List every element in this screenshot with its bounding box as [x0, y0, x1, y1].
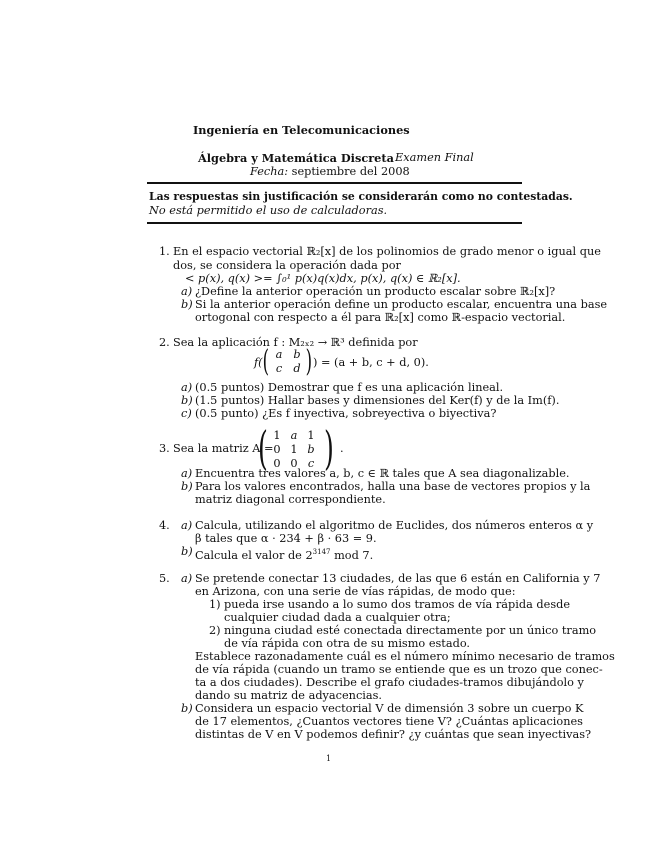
- q3-matrix-cell: 1: [273, 429, 281, 442]
- q3-matrix-cell: a: [290, 429, 298, 442]
- q2-number: 2.: [159, 336, 170, 349]
- q3-number: 3.: [159, 442, 170, 455]
- q5-b-line2: de 17 elementos, ¿Cuantos vectores tiene V? ¿Cuántas aplicaciones: [195, 715, 583, 728]
- notice-calculators: No está permitido el uso de calculadoras.: [149, 204, 388, 217]
- q5-paragraph-line3: ta a dos ciudades). Describe el grafo ciudades-tramos dibujándolo y: [195, 676, 584, 689]
- q4-b-text: [195, 545, 373, 563]
- q2-matrix-cell: b: [293, 348, 301, 361]
- q3-b-label: b): [181, 480, 193, 493]
- q5-sub2-line2: de vía rápida con otra de su mismo estado.: [224, 637, 471, 650]
- course-title: Álgebra y Matemática Discreta: [198, 151, 394, 165]
- exam-type: Examen Final: [395, 151, 474, 164]
- q4-b-tail: mod 7.: [330, 548, 374, 562]
- q2-a-text: (0.5 puntos) Demostrar que f es una aplicación lineal.: [195, 381, 504, 394]
- q5-b-line1: Considera un espacio vectorial V de dimensión 3 sobre un cuerpo K: [195, 702, 584, 715]
- date-label: Fecha:: [250, 165, 289, 178]
- q2-f-prefix: f(: [254, 356, 263, 369]
- q2-matrix-cell: c: [275, 362, 283, 375]
- q4-b-label: b): [181, 545, 193, 558]
- q3-matrix-cell: 1: [307, 429, 315, 442]
- q3-a-label: a): [181, 467, 193, 480]
- page-number: 1: [326, 754, 332, 763]
- q3-b-line2: matriz diagonal correspondiente.: [195, 493, 386, 506]
- q4-a-line1: Calcula, utilizando el algoritmo de Euclides, dos números enteros α y: [195, 519, 594, 532]
- q3-suffix: .: [340, 442, 344, 455]
- q3-matrix-cell: 0: [273, 457, 281, 470]
- q1-a-label: a): [181, 285, 193, 298]
- q2-f-suffix: ) = (a + b, c + d, 0).: [313, 356, 429, 369]
- q3-matrix-cell: c: [307, 457, 315, 470]
- q3-b-line1: Para los valores encontrados, halla una base de vectores propios y la: [195, 480, 591, 493]
- q3-matrix-cell: 0: [273, 443, 281, 456]
- q5-b-label: b): [181, 702, 193, 715]
- bottom-rule: [147, 222, 522, 224]
- q2-matrix-cell: d: [293, 362, 301, 375]
- degree-title: Ingeniería en Telecomunicaciones: [193, 123, 410, 137]
- q3-a-text: Encuentra tres valores a, b, c ∈ ℝ tales que A sea diagonalizable.: [195, 467, 570, 480]
- q4-a-label: a): [181, 519, 193, 532]
- q5-b-line3: distintas de V en V podemos definir? ¿y cuántas que sean inyectivas?: [195, 728, 592, 741]
- notice-justification: Las respuestas sin justificación se considerarán como no contestadas.: [149, 190, 573, 203]
- q1-b-line2: ortogonal con respecto a él para ℝ₂[x] como ℝ-espacio vectorial.: [195, 311, 566, 324]
- date-value: septiembre del 2008: [291, 165, 410, 178]
- q5-a-label: a): [181, 572, 193, 585]
- q4-b-exponent: 3147: [312, 548, 331, 556]
- q5-number: 5.: [159, 572, 170, 585]
- q2-a-label: a): [181, 381, 193, 394]
- top-rule: [147, 182, 522, 184]
- q2-matrix-cell: a: [275, 348, 283, 361]
- q5-sub2-line1: ninguna ciudad esté conectada directamente por un único tramo: [224, 624, 597, 637]
- q2-c-text: (0.5 punto) ¿Es f inyectiva, sobreyectiva o biyectiva?: [195, 407, 497, 420]
- q3-matrix-cell: 1: [290, 443, 298, 456]
- q5-a-line2: en Arizona, con una serie de vías rápidas, de modo que:: [195, 585, 516, 598]
- q2-b-text: (1.5 puntos) Hallar bases y dimensiones del Ker(f) y de la Im(f).: [195, 394, 560, 407]
- q1-b-label: b): [181, 298, 193, 311]
- exam-date: [250, 165, 410, 179]
- q3-prefix: Sea la matriz A =: [173, 442, 274, 455]
- q1-b-line1: Si la anterior operación define un producto escalar, encuentra una base: [195, 298, 608, 311]
- q3-left-paren: (: [258, 421, 268, 475]
- q4-b-base: Calcula el valor de 2: [195, 548, 313, 562]
- q1-formula: < p(x), q(x) >= ∫₀¹ p(x)q(x)dx, p(x), q(x) ∈ ℝ₂[x].: [185, 272, 461, 285]
- q1-line1: En el espacio vectorial ℝ₂[x] de los polinomios de grado menor o igual que: [173, 245, 601, 258]
- q5-paragraph-line4: dando su matriz de adyacencias.: [195, 689, 383, 702]
- q5-a-line1: Se pretende conectar 13 ciudades, de las que 6 están en California y 7: [195, 572, 601, 585]
- q1-a-text: ¿Define la anterior operación un producto escalar sobre ℝ₂[x]?: [195, 285, 556, 298]
- q2-left-paren: (: [262, 344, 270, 379]
- q5-sub2-label: 2): [209, 624, 221, 637]
- q4-a-line2: β tales que α · 234 + β · 63 = 9.: [195, 532, 377, 545]
- q1-number: 1.: [159, 245, 170, 258]
- q1-line2: dos, se considera la operación dada por: [173, 259, 401, 272]
- q3-matrix-cell: 0: [290, 457, 298, 470]
- q5-paragraph-line2: de vía rápida (cuando un tramo se entiende que es un trozo que conec-: [195, 663, 603, 676]
- q2-c-label: c): [181, 407, 192, 420]
- q5-sub1-label: 1): [209, 598, 221, 611]
- q2-right-paren: ): [305, 344, 313, 379]
- q4-number: 4.: [159, 519, 170, 532]
- q2-line1: Sea la aplicación f : M₂ₓ₂ → ℝ³ definida por: [173, 336, 418, 349]
- q2-b-label: b): [181, 394, 193, 407]
- q5-sub1-line1: pueda irse usando a lo sumo dos tramos de vía rápida desde: [224, 598, 571, 611]
- q3-right-paren: ): [324, 421, 334, 475]
- q3-matrix-cell: b: [307, 443, 315, 456]
- q5-sub1-line2: cualquier ciudad dada a cualquier otra;: [224, 611, 451, 624]
- q5-paragraph-line1: Establece razonadamente cuál es el número mínimo necesario de tramos: [195, 650, 615, 663]
